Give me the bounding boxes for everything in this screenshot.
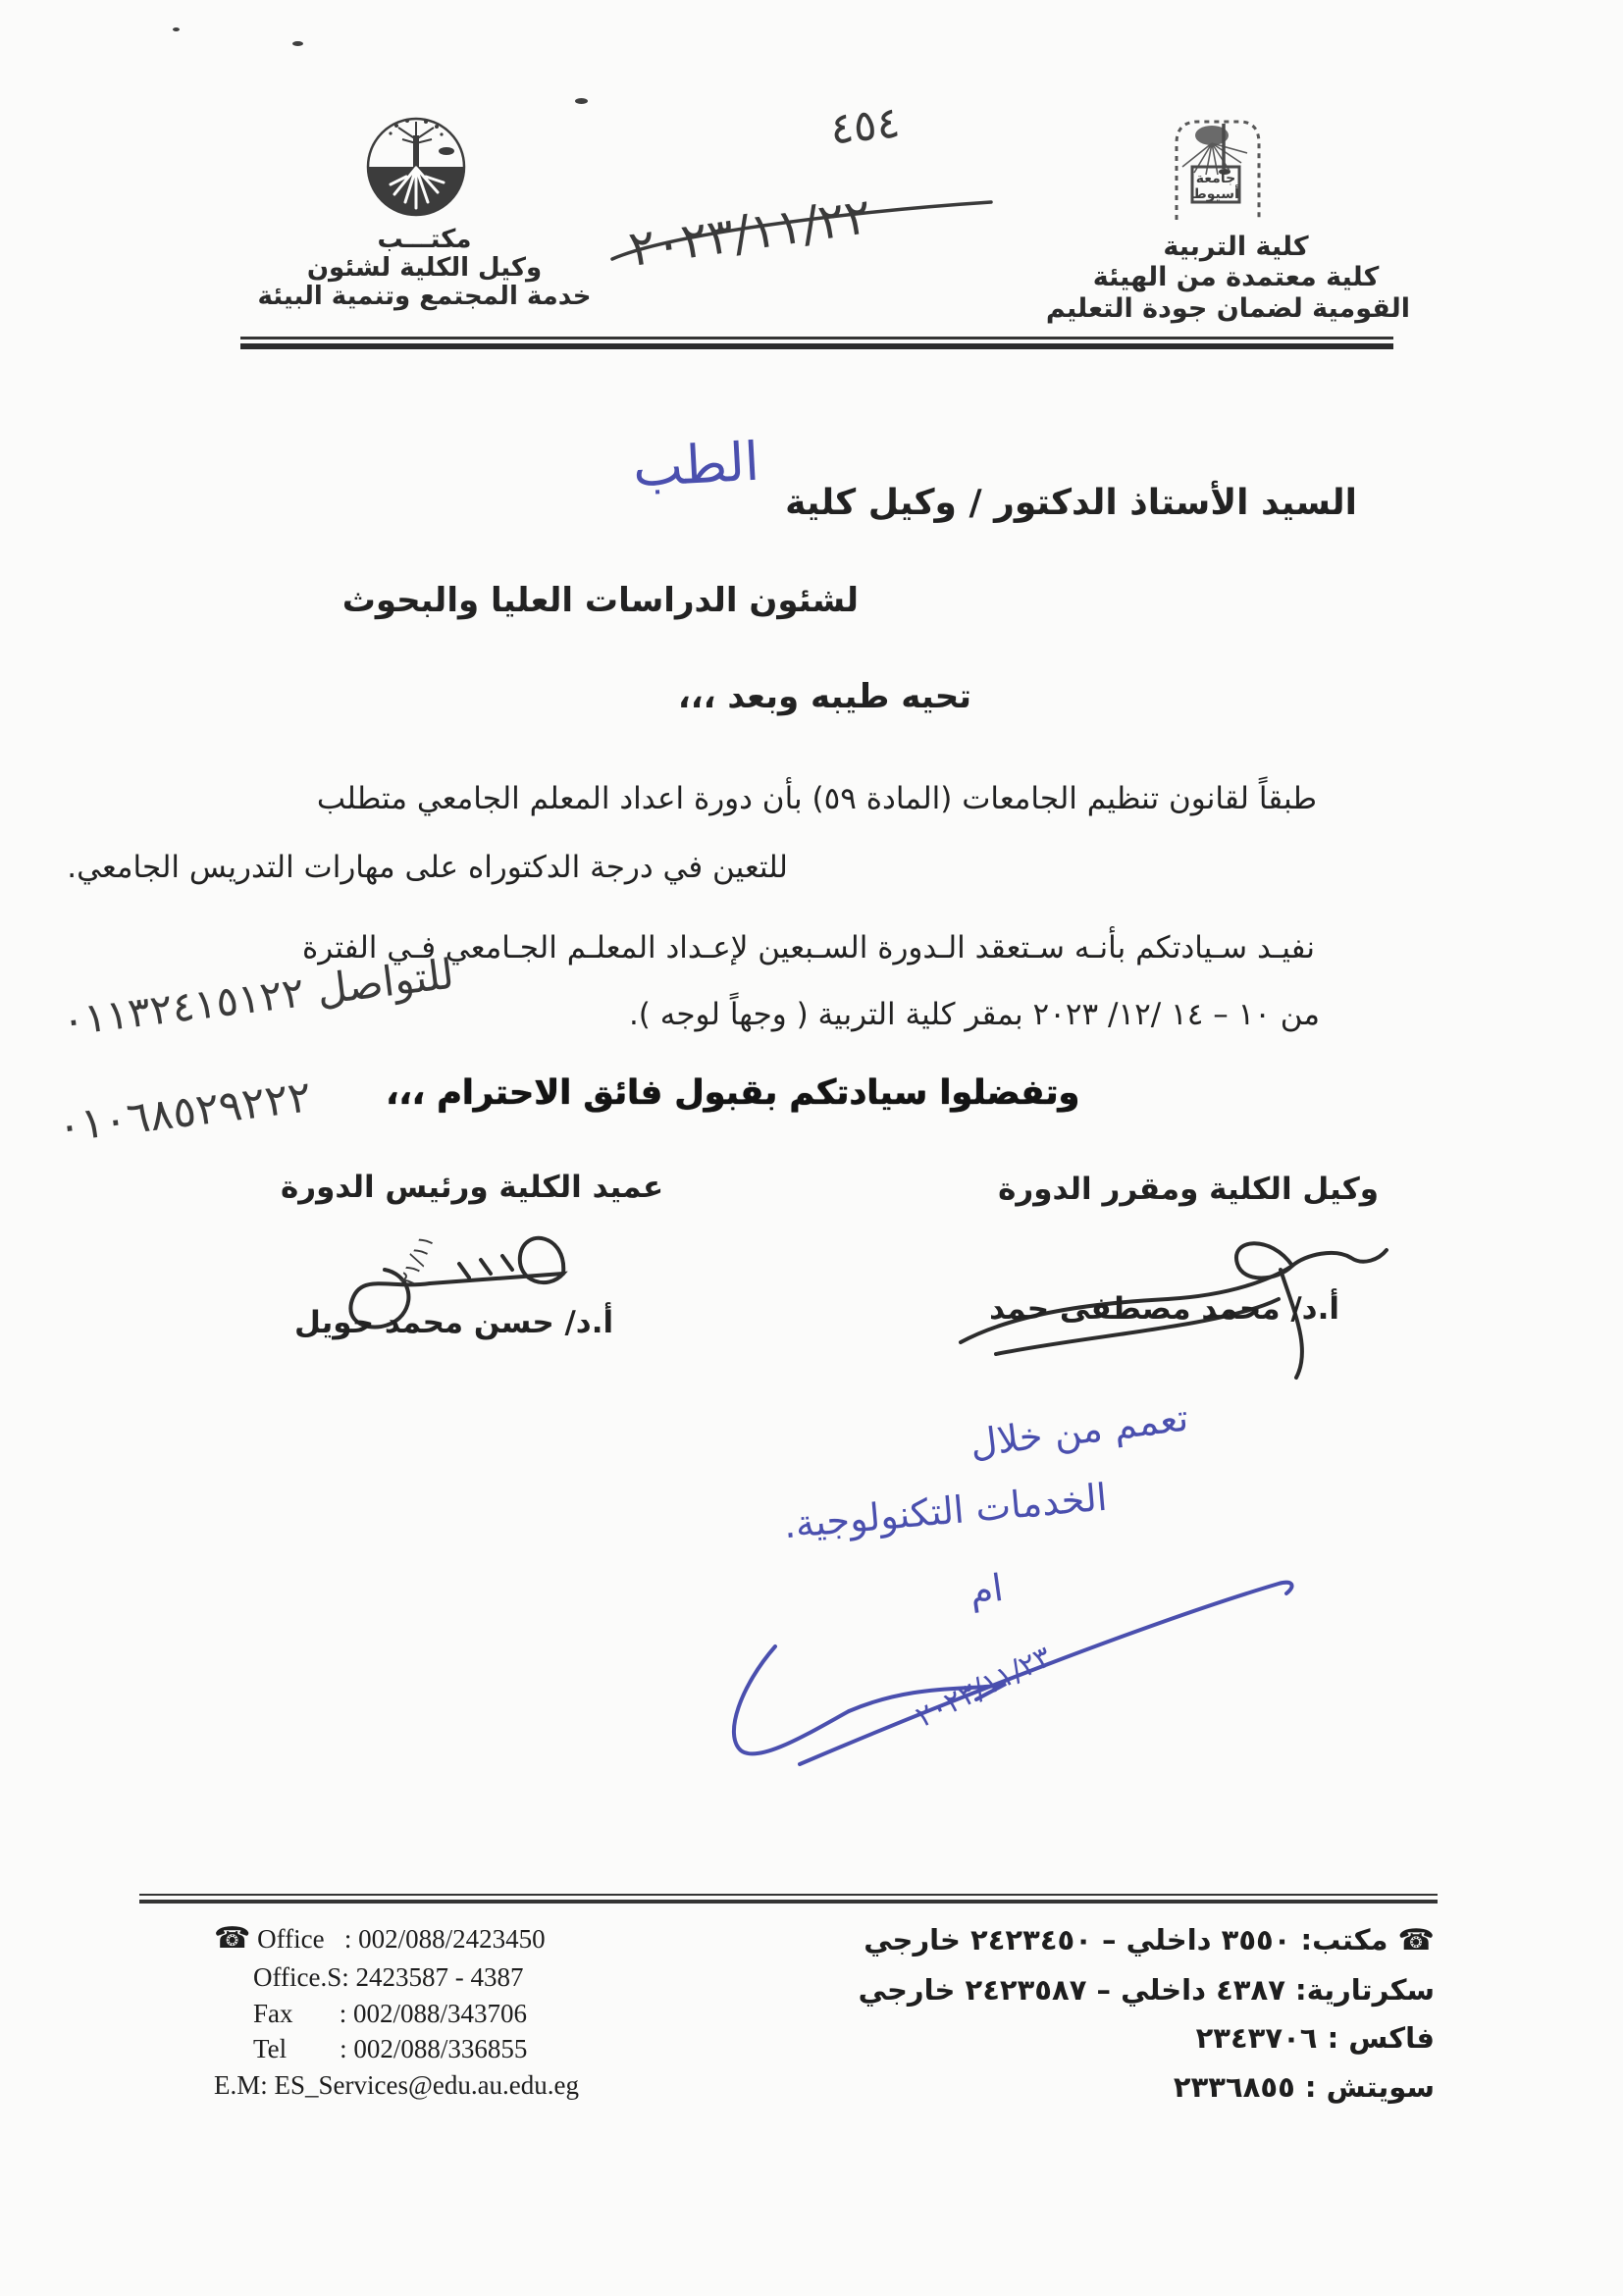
footer-contact-arabic <box>859 1915 1435 2113</box>
footer-email-line: E.M: ES_Services@edu.au.edu.eg <box>214 2069 580 2100</box>
blue-note-line1: تعمم من خلال <box>968 1395 1191 1466</box>
header-divider-thick <box>240 343 1393 349</box>
phone-icon: ☎ <box>1397 1923 1435 1957</box>
paragraph2-line2: من ١٠ – ١٤ /١٢/ ٢٠٢٣ بمقر كلية التربية ( وجهاً لوجه ). <box>628 997 1320 1032</box>
header-divider-thin <box>240 337 1393 339</box>
handwritten-addressee-faculty: الطب <box>631 430 761 499</box>
scan-speck <box>173 27 180 31</box>
addressee-line2: لشئون الدراسات العليا والبحوث <box>341 581 859 620</box>
office-caption-line2: وكيل الكلية لشئون <box>306 253 543 284</box>
scan-speck <box>292 41 303 46</box>
footer-ar-secretary: سكرتارية: ٤٣٨٧ داخلي – ٢٤٢٣٥٨٧ خارجي <box>858 1972 1435 2007</box>
handwritten-contact-phone1: للتواصل ٠١١٣٢٤١٥١٢٢ <box>59 949 457 1046</box>
signature-left-name: أ.د/ حسن محمد حويل <box>294 1305 614 1340</box>
footer-ar-fax: فاكس : ٢٣٤٣٧٠٦ <box>1195 2021 1435 2056</box>
footer-ar-office: مكتب: ٣٥٥٠ داخلي – ٢٤٢٣٤٥٠ خارجي <box>864 1923 1388 1957</box>
footer-tel-line: Tel : 002/088/336855 <box>253 2034 528 2064</box>
faculty-caption-line3: القومية لضمان جودة التعليم <box>1045 292 1410 324</box>
office-caption <box>250 226 599 311</box>
footer-divider-thin <box>139 1894 1438 1896</box>
signature-left-handwritten-date: ٢١/١١ <box>394 1230 441 1290</box>
salutation-line: السيد الأستاذ الدكتور / وكيل كلية <box>785 483 1357 523</box>
signature-right-title: وكيل الكلية ومقرر الدورة <box>998 1172 1379 1207</box>
signature-right-name: أ.د/ محمد مصطفى حمد <box>989 1291 1339 1327</box>
office-caption-line3: خدمة المجتمع وتنمية البيئة <box>257 282 592 312</box>
university-emblem <box>1161 110 1277 230</box>
footer-divider-thick <box>139 1900 1438 1904</box>
paragraph1-line1: طبقاً لقانون تنظيم الجامعات (المادة ٥٩) بأن دورة اعداد المعلم الجامعي متطلب <box>316 781 1317 816</box>
handwritten-phone2: ٠١٠٦٨٥٢٩٢٢٢ <box>54 1071 315 1153</box>
emblem-text-top: جامعة <box>1195 171 1236 186</box>
footer-office-line: Office : 002/088/2423450 <box>257 1924 546 1954</box>
tree-roots-logo <box>351 116 483 224</box>
phone-icon: ☎ <box>214 1922 251 1955</box>
faculty-caption-line1: كلية التربية <box>1163 232 1309 262</box>
paragraph1-line2: للتعين في درجة الدكتوراه على مهارات التدريس الجامعي. <box>67 850 788 885</box>
footer-fax-line: Fax : 002/088/343706 <box>253 1998 528 2028</box>
office-caption-line1: مكتـــب <box>377 225 472 254</box>
faculty-caption <box>1045 232 1410 324</box>
greeting-line: تحيه طيبه وبعد ،،، <box>677 677 971 716</box>
footer-office-s-line: Office.S: 2423587 - 4387 <box>253 1961 524 1992</box>
blue-note-line3: ام <box>967 1565 1006 1614</box>
footer-ar-switch: سويتش : ٢٣٣٦٨٥٥ <box>1173 2070 1435 2105</box>
handwritten-reference-number: ٤٥٤ <box>827 97 903 155</box>
blue-note-line2: الخدمات التكنولوجية. <box>781 1475 1109 1547</box>
handwritten-underline-stroke <box>606 175 999 287</box>
scan-speck <box>575 98 588 104</box>
handwritten-date: ٢٠٢٣/١١/٢٢ <box>625 186 875 279</box>
emblem-text-bottom: أسيوط <box>1192 186 1239 202</box>
faculty-caption-line2: كلية معتمدة من الهيئة <box>1092 262 1380 293</box>
closing-courtesy-line: وتفضلوا سيادتكم بقبول فائق الاحترام ،،، <box>385 1073 1079 1113</box>
paragraph2-line1: نفيـد سـيادتكم بأنـه سـتعقد الـدورة السـبعين لإعـداد المعلـم الجـامعي فـي الفترة <box>301 930 1315 965</box>
blue-signature-date: ٢٠٢٣/١١/٢٣ <box>910 1640 1058 1735</box>
footer-contact-english <box>214 1919 579 2104</box>
signature-left-title: عميد الكلية ورئيس الدورة <box>281 1170 664 1205</box>
